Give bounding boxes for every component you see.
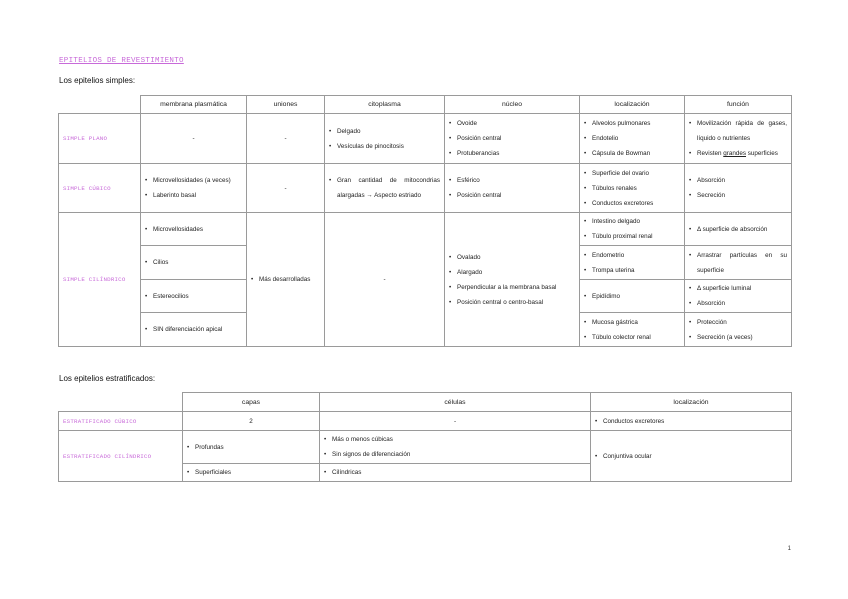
list-item: • Protección <box>689 315 787 330</box>
funcion-text: Revisten <box>697 150 722 157</box>
list-item: • Más o menos cúbicas <box>324 432 586 447</box>
stratified-epithelia-table <box>58 392 792 482</box>
list-item: • Gran cantidad de mitocondrias alargadas → Aspecto estriado <box>329 173 440 203</box>
cell-nucleo <box>445 114 580 164</box>
list-item: • Túbulo proximal renal <box>584 229 680 244</box>
list-item: • Vesículas de pinocitosis <box>329 139 440 154</box>
list-item: • Protuberancias <box>449 146 575 161</box>
cell-funcion <box>685 313 792 347</box>
list-item: • Δ superficie de absorción <box>689 222 787 237</box>
row-simple-cilindrico <box>59 213 792 246</box>
header-uniones: uniones <box>247 96 325 114</box>
cell-citoplasma <box>325 164 445 213</box>
list-item: • Más desarrolladas <box>251 272 320 287</box>
row-simple-plano <box>59 114 792 164</box>
simple-epithelia-table <box>58 95 792 347</box>
row-label: ESTRATIFICADO CÚBICO <box>59 412 183 431</box>
list-item: • Epidídimo <box>584 289 680 304</box>
header-celulas: células <box>320 393 591 412</box>
list-item: • Perpendicular a la membrana basal <box>449 280 575 295</box>
list-item: • Secreción (a veces) <box>689 330 787 345</box>
list-item: • Posición central <box>449 131 575 146</box>
list-item: • Delgado <box>329 124 440 139</box>
list-item: • Endotelio <box>584 131 680 146</box>
list-item: • Conductos excretores <box>595 414 787 429</box>
funcion-underlined-word: grandes <box>723 150 747 157</box>
list-item: • Conductos excretores <box>584 196 680 211</box>
cell-celulas <box>320 431 591 464</box>
cell-funcion <box>685 114 792 164</box>
list-item: • Movilización rápida de gases, líquido o nutrientes <box>689 116 787 146</box>
cell-celulas <box>320 464 591 482</box>
row-label: SIMPLE PLANO <box>59 114 141 164</box>
row-simple-cubico <box>59 164 792 213</box>
row-label: SIMPLE CÚBICO <box>59 164 141 213</box>
list-item: • Posición central o centro-basal <box>449 295 575 310</box>
header-localizacion: localización <box>591 393 792 412</box>
cell-localizacion <box>580 280 685 313</box>
cell-localizacion <box>591 431 792 482</box>
page-heading: EPITELIOS DE REVESTIMIENTO <box>59 57 184 65</box>
list-item: • Túbulo colector renal <box>584 330 680 345</box>
list-item: • Túbulos renales <box>584 181 680 196</box>
list-item: • Microvellosidades <box>145 222 242 237</box>
list-item: • Sin signos de diferenciación <box>324 447 586 462</box>
cell-localizacion <box>580 114 685 164</box>
row-label: SIMPLE CILÍNDRICO <box>59 213 141 347</box>
cell-membrana <box>141 164 247 213</box>
cell-uniones: - <box>247 114 325 164</box>
table-corner <box>59 96 141 114</box>
cell-membrana <box>141 313 247 347</box>
header-localizacion: localización <box>580 96 685 114</box>
cell-capas <box>183 431 320 464</box>
list-item: • Ovalado <box>449 250 575 265</box>
list-item: • Arrastrar partículas en su superficie <box>689 248 787 278</box>
cell-citoplasma: - <box>325 213 445 347</box>
list-item <box>689 146 787 161</box>
header-citoplasma: citoplasma <box>325 96 445 114</box>
list-item: • Cilíndricas <box>324 465 586 480</box>
list-item: • Alargado <box>449 265 575 280</box>
cell-localizacion <box>591 412 792 431</box>
table-corner <box>59 393 183 412</box>
row-estratificado-cubico <box>59 412 792 431</box>
list-item: • Posición central <box>449 188 575 203</box>
cell-funcion <box>685 164 792 213</box>
list-item: • Mucosa gástrica <box>584 315 680 330</box>
list-item: • Microvellosidades (a veces) <box>145 173 242 188</box>
list-item: • Ovoide <box>449 116 575 131</box>
row-estratificado-cilindrico <box>59 431 792 464</box>
list-item: • Conjuntiva ocular <box>595 449 787 464</box>
funcion-text: superficies <box>747 150 778 157</box>
cell-localizacion <box>580 164 685 213</box>
cell-citoplasma <box>325 114 445 164</box>
list-item: • Esférico <box>449 173 575 188</box>
list-item: • Estereocilios <box>145 289 242 304</box>
cell-localizacion <box>580 213 685 246</box>
cell-capas: 2 <box>183 412 320 431</box>
list-item: • Superficie del ovario <box>584 166 680 181</box>
cell-funcion <box>685 213 792 246</box>
cell-uniones <box>247 213 325 347</box>
cell-funcion <box>685 246 792 280</box>
cell-localizacion <box>580 313 685 347</box>
cell-membrana <box>141 213 247 246</box>
header-nucleo: núcleo <box>445 96 580 114</box>
cell-capas <box>183 464 320 482</box>
list-item: • Secreción <box>689 188 787 203</box>
list-item: • Δ superficie luminal <box>689 281 787 296</box>
cell-uniones: - <box>247 164 325 213</box>
list-item: • Profundas <box>187 440 315 455</box>
list-item: • Laberinto basal <box>145 188 242 203</box>
cell-membrana <box>141 246 247 280</box>
list-item: • Cápsula de Bowman <box>584 146 680 161</box>
list-item: • Absorción <box>689 296 787 311</box>
header-capas: capas <box>183 393 320 412</box>
cell-nucleo <box>445 164 580 213</box>
simple-epithelia-subtitle: Los epitelios simples: <box>59 76 136 85</box>
cell-localizacion <box>580 246 685 280</box>
list-item: • Absorción <box>689 173 787 188</box>
list-item: • Trompa uterina <box>584 263 680 278</box>
cell-funcion <box>685 280 792 313</box>
cell-membrana <box>141 280 247 313</box>
row-label: ESTRATIFICADO CILÍNDRICO <box>59 431 183 482</box>
cell-celulas: - <box>320 412 591 431</box>
list-item: • Endometrio <box>584 248 680 263</box>
stratified-epithelia-subtitle: Los epitelios estratificados: <box>59 374 156 383</box>
page-number: 1 <box>787 546 791 552</box>
list-item: • Intestino delgado <box>584 214 680 229</box>
list-item: • Superficiales <box>187 465 315 480</box>
cell-membrana: - <box>141 114 247 164</box>
header-funcion: función <box>685 96 792 114</box>
list-item: • Cilios <box>145 255 242 270</box>
list-item: • SIN diferenciación apical <box>145 322 242 337</box>
list-item: • Alveolos pulmonares <box>584 116 680 131</box>
cell-nucleo <box>445 213 580 347</box>
header-membrana: membrana plasmática <box>141 96 247 114</box>
